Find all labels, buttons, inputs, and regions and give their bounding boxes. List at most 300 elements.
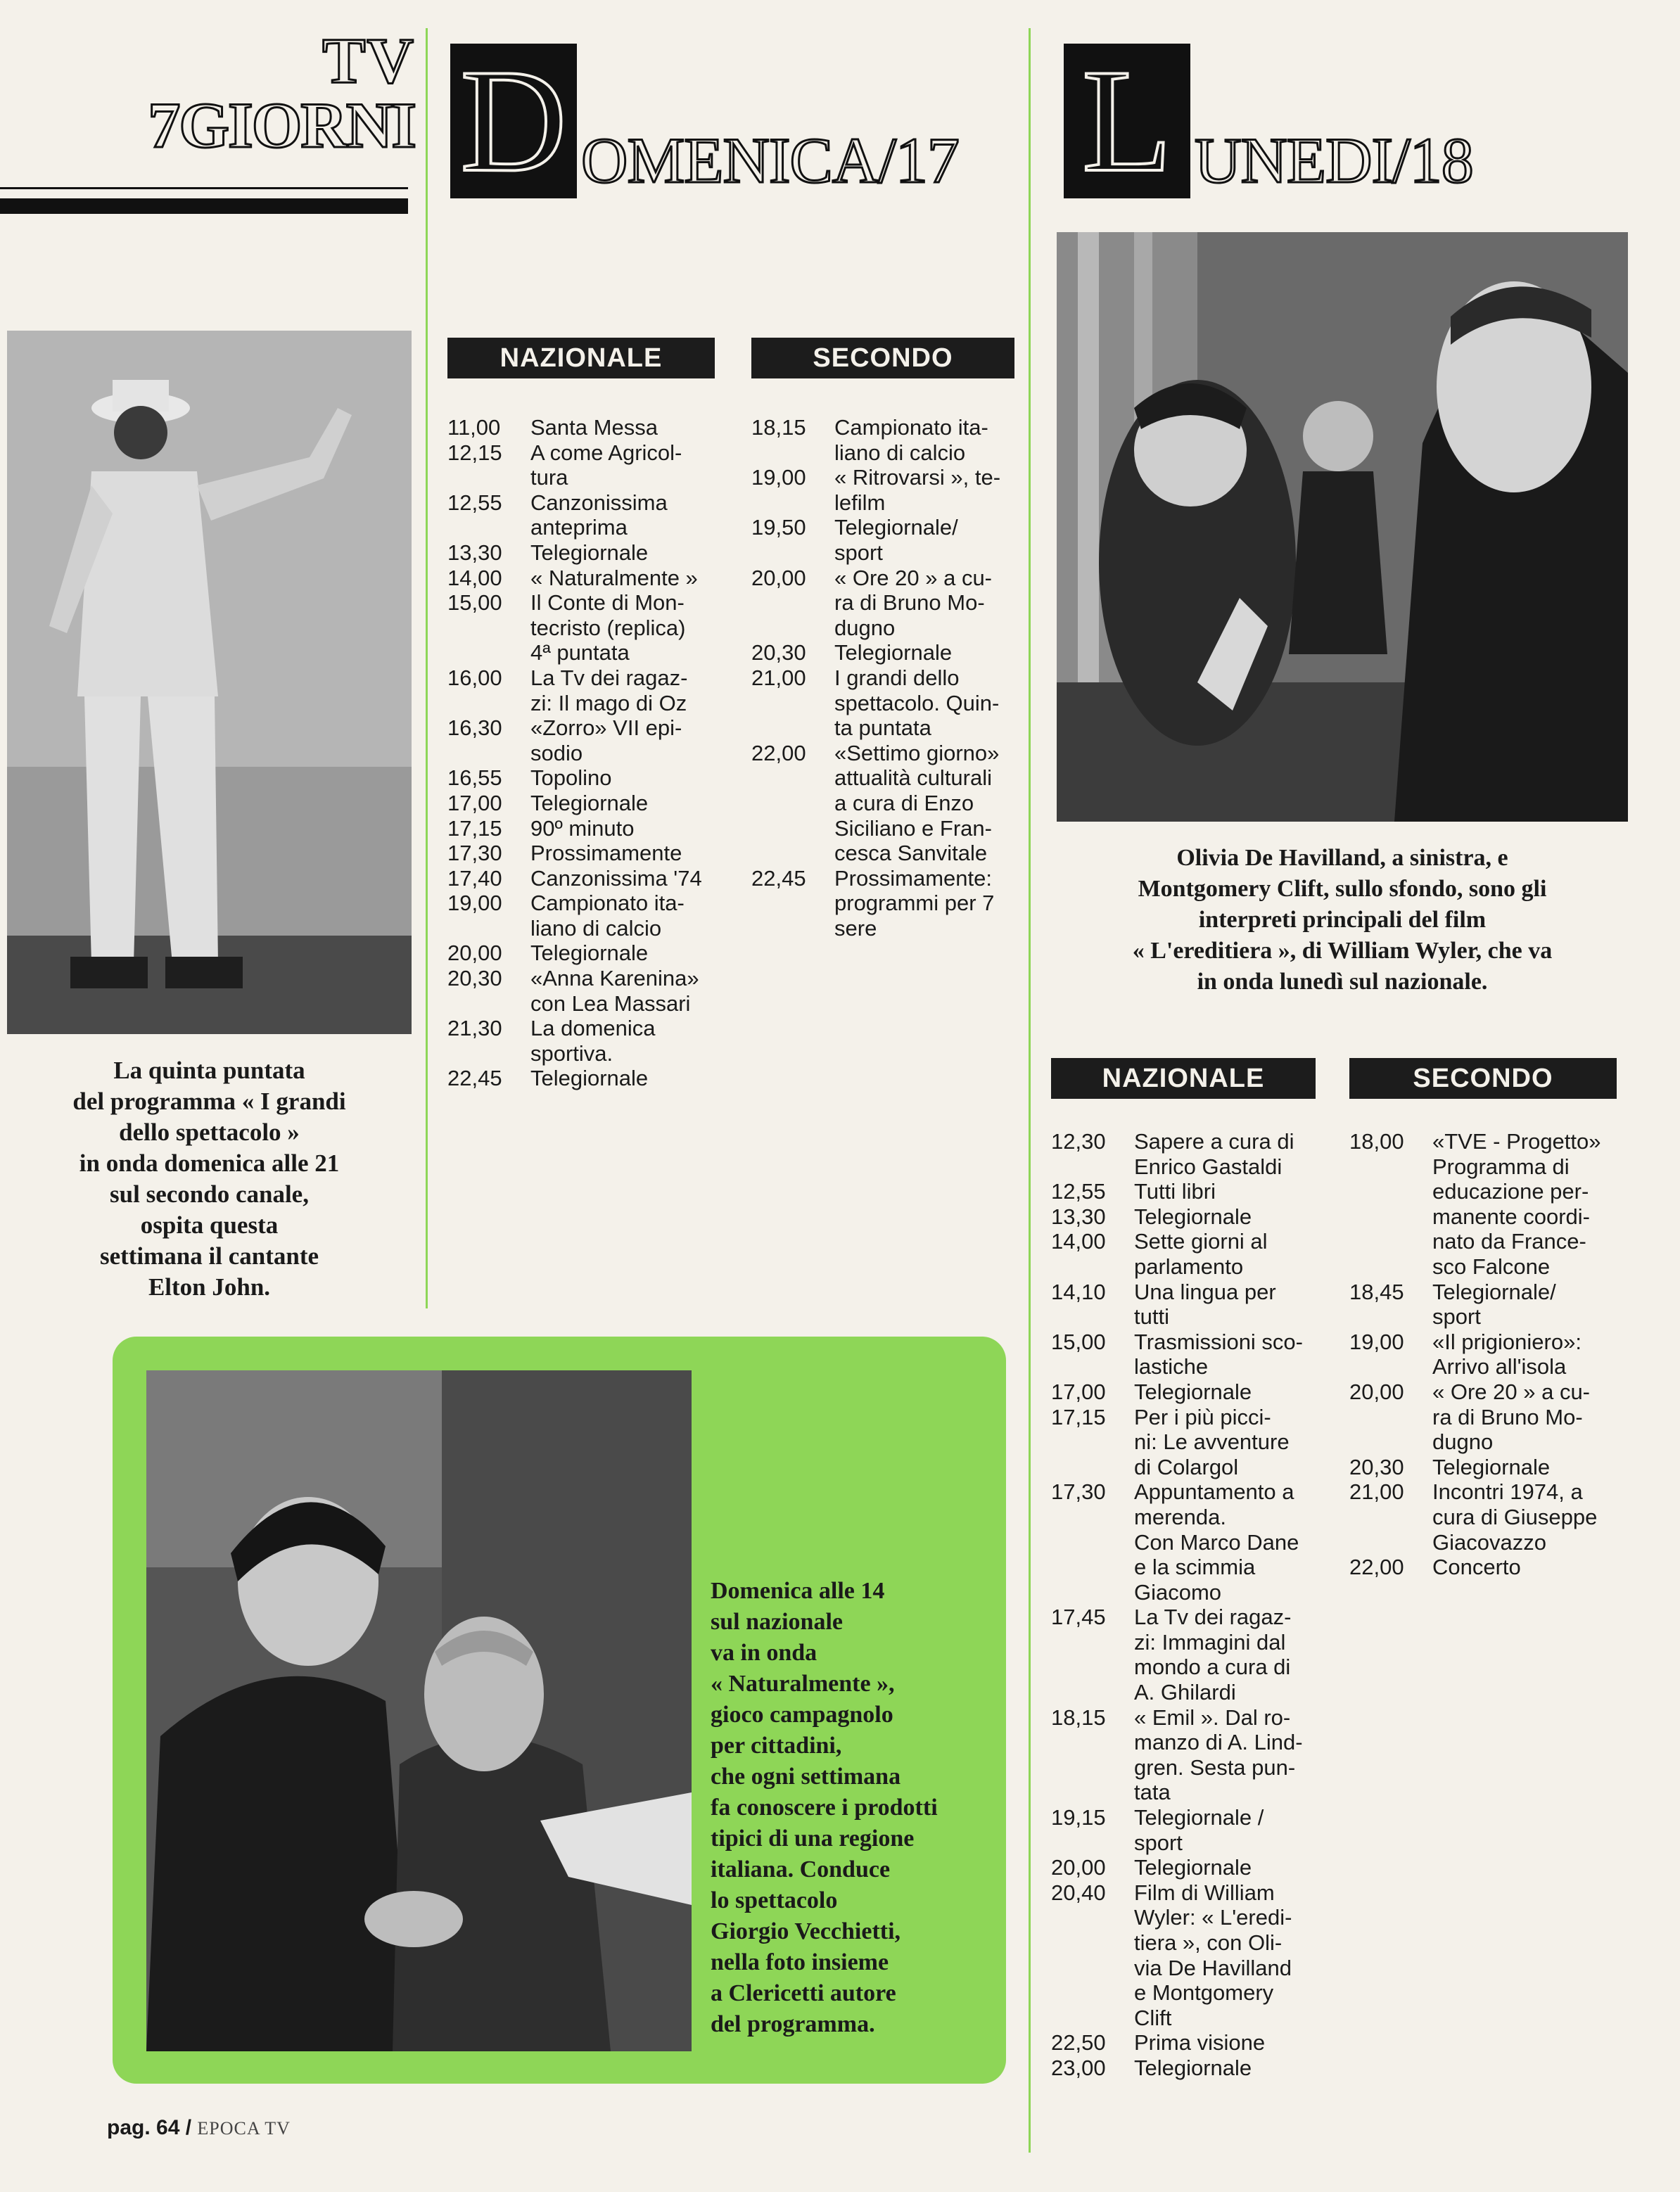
schedule-program xyxy=(530,866,715,891)
program-line: Enrico Gastaldi xyxy=(1134,1154,1283,1179)
program-line: sport xyxy=(1432,1304,1481,1330)
program-line: sportiva. xyxy=(530,1040,613,1066)
schedule-entry xyxy=(1349,1555,1617,1580)
schedule-entry xyxy=(447,941,715,966)
program-line: zi: Il mago di Oz xyxy=(530,690,687,715)
program-line: Giacomo xyxy=(1134,1579,1222,1605)
schedule-time: 20,00 xyxy=(1349,1379,1404,1404)
schedule-time: 22,00 xyxy=(751,740,806,765)
program-line: Trasmissioni sco- xyxy=(1134,1329,1303,1354)
program-line: Con Marco Dane xyxy=(1134,1529,1299,1555)
schedule-entry xyxy=(447,566,715,591)
schedule-time: 19,00 xyxy=(447,891,502,916)
program-line: sere xyxy=(834,915,877,941)
schedule-entry xyxy=(1349,1479,1617,1555)
program-line: ta puntata xyxy=(834,715,931,741)
schedule-entry xyxy=(447,415,715,440)
program-line: lastiche xyxy=(1134,1354,1209,1379)
schedule-program xyxy=(1432,1379,1617,1455)
program-line: Arrivo all'isola xyxy=(1432,1354,1567,1379)
schedule-time: 12,15 xyxy=(447,440,502,465)
schedule-program xyxy=(530,891,715,941)
program-line: dugno xyxy=(1432,1429,1494,1455)
program-line: zi: Immagini dal xyxy=(1134,1629,1286,1655)
schedule-time: 19,15 xyxy=(1051,1805,1106,1830)
program-line: La Tv dei ragaz- xyxy=(530,665,688,690)
schedule-entry xyxy=(1051,1705,1316,1805)
program-line: Prossimamente: xyxy=(834,865,992,891)
monday-secondo-header: SECONDO xyxy=(1349,1058,1617,1099)
schedule-entry xyxy=(1051,1405,1316,1480)
caption-line: Elton John. xyxy=(148,1273,271,1301)
schedule-entry xyxy=(751,741,1014,866)
schedule-program xyxy=(1134,1204,1316,1230)
schedule-program xyxy=(834,465,1014,515)
program-line: nato da France- xyxy=(1432,1229,1586,1254)
caption-line: sul nazionale xyxy=(711,1609,843,1635)
schedule-time: 22,45 xyxy=(447,1066,502,1091)
schedule-time: 17,30 xyxy=(1051,1479,1106,1505)
program-line: « Emil ». Dal ro- xyxy=(1134,1704,1291,1730)
caption-line: Olivia De Havilland, a sinistra, e xyxy=(1176,845,1508,871)
program-line: Telegiornale xyxy=(1134,2055,1252,2080)
schedule-program xyxy=(1432,1129,1617,1280)
schedule-entry xyxy=(447,866,715,891)
day-title-sunday: OMENICA/17 xyxy=(581,125,959,196)
program-line: Telegiornale xyxy=(530,1066,649,1091)
schedule-entry xyxy=(1051,1280,1316,1330)
schedule-entry xyxy=(751,465,1014,515)
schedule-entry xyxy=(1051,1204,1316,1230)
program-line: Campionato ita- xyxy=(530,891,685,916)
schedule-time: 16,30 xyxy=(447,715,502,741)
caption-line: sul secondo canale, xyxy=(110,1180,309,1208)
day-title-monday: UNEDI/18 xyxy=(1195,125,1473,196)
program-line: Clift xyxy=(1134,2005,1172,2030)
schedule-time: 20,30 xyxy=(447,966,502,991)
schedule-time: 22,00 xyxy=(1349,1555,1404,1580)
monday-nazionale-header: NAZIONALE xyxy=(1051,1058,1316,1099)
caption-line: ospita questa xyxy=(140,1211,279,1239)
program-line: ra di Bruno Mo- xyxy=(1432,1404,1583,1429)
schedule-time: 15,00 xyxy=(447,590,502,616)
schedule-time: 20,00 xyxy=(447,941,502,966)
monday-nazionale-schedule xyxy=(1051,1129,1316,2081)
schedule-entry xyxy=(1051,1179,1316,1204)
schedule-program xyxy=(1432,1280,1617,1330)
caption-line: del programma « I grandi xyxy=(72,1088,346,1115)
program-line: «Zorro» VII epi- xyxy=(530,715,682,741)
schedule-program xyxy=(530,715,715,765)
program-line: tutti xyxy=(1134,1304,1169,1330)
schedule-time: 12,55 xyxy=(447,490,502,515)
schedule-time: 17,15 xyxy=(447,815,502,841)
schedule-program xyxy=(1134,1805,1316,1855)
schedule-time: 15,00 xyxy=(1051,1329,1106,1354)
schedule-program xyxy=(1134,1855,1316,1880)
magazine-brand: EPOCA TV xyxy=(197,2118,291,2139)
schedule-entry xyxy=(1349,1379,1617,1455)
monday-secondo-schedule xyxy=(1349,1129,1617,1580)
photo-vecchietti-clericetti xyxy=(146,1370,692,2051)
schedule-time: 14,00 xyxy=(447,565,502,590)
logo-line-2: 7GIORNI xyxy=(148,89,415,161)
schedule-program xyxy=(530,440,715,490)
program-line: Telegiornale xyxy=(1134,1204,1252,1229)
schedule-time: 17,15 xyxy=(1051,1404,1106,1429)
program-line: «Anna Karenina» xyxy=(530,966,699,991)
schedule-time: 20,40 xyxy=(1051,1880,1106,1905)
schedule-time: 21,30 xyxy=(447,1016,502,1041)
caption-line: italiana. Conduce xyxy=(711,1856,891,1882)
page-footer xyxy=(107,2116,291,2140)
program-line: Sapere a cura di xyxy=(1134,1129,1294,1154)
schedule-entry xyxy=(447,1066,715,1091)
schedule-entry xyxy=(1051,1330,1316,1379)
program-line: sodio xyxy=(530,740,583,765)
program-line: di Colargol xyxy=(1134,1454,1239,1479)
schedule-program xyxy=(530,791,715,816)
program-line: cesca Sanvitale xyxy=(834,841,988,866)
schedule-time: 19,00 xyxy=(751,465,806,490)
program-line: Telegiornale / xyxy=(1134,1805,1264,1830)
caption-elton-john xyxy=(7,1055,412,1303)
program-line: lefilm xyxy=(834,490,886,515)
program-line: e la scimmia xyxy=(1134,1555,1256,1580)
header-rule-thin xyxy=(0,187,408,189)
schedule-program xyxy=(1134,1705,1316,1805)
caption-film xyxy=(1041,843,1643,998)
schedule-time: 22,45 xyxy=(751,865,806,891)
program-line: Prima visione xyxy=(1134,2030,1266,2056)
program-line: anteprima xyxy=(530,515,628,540)
schedule-time: 14,10 xyxy=(1051,1279,1106,1304)
schedule-program xyxy=(834,741,1014,866)
program-line: Campionato ita- xyxy=(834,415,988,440)
program-line: cura di Giuseppe xyxy=(1432,1504,1598,1529)
program-line: Telegiornale xyxy=(1134,1855,1252,1880)
caption-line: tipici di una regione xyxy=(711,1825,915,1852)
program-line: Giacovazzo xyxy=(1432,1529,1546,1555)
program-line: programmi per 7 xyxy=(834,891,995,916)
schedule-entry xyxy=(447,891,715,941)
schedule-time: 16,55 xyxy=(447,765,502,791)
column-divider-2 xyxy=(1029,28,1031,2153)
schedule-entry xyxy=(1349,1455,1617,1480)
program-line: « Ore 20 » a cu- xyxy=(834,565,993,590)
schedule-time: 20,30 xyxy=(1349,1454,1404,1479)
program-line: Una lingua per xyxy=(1134,1279,1276,1304)
caption-naturalmente xyxy=(711,1576,992,2040)
caption-line: « L'ereditiera », di William Wyler, che va xyxy=(1132,938,1553,964)
program-line: Prossimamente xyxy=(530,841,682,866)
schedule-program xyxy=(1134,2056,1316,2081)
schedule-program xyxy=(1134,1880,1316,2031)
program-line: tiera », con Oli- xyxy=(1134,1930,1283,1955)
column-divider-1 xyxy=(426,28,428,1308)
schedule-program xyxy=(1134,1405,1316,1480)
schedule-program xyxy=(1134,1605,1316,1704)
schedule-entry xyxy=(751,415,1014,465)
sunday-secondo-header: SECONDO xyxy=(751,338,1014,378)
caption-line: La quinta puntata xyxy=(113,1057,305,1084)
program-line: educazione per- xyxy=(1432,1179,1589,1204)
schedule-program xyxy=(530,415,715,440)
schedule-entry xyxy=(1349,1330,1617,1379)
schedule-entry xyxy=(751,566,1014,641)
schedule-entry xyxy=(1051,2056,1316,2081)
program-line: manzo di A. Lind- xyxy=(1134,1730,1303,1755)
schedule-program xyxy=(1134,1379,1316,1405)
schedule-time: 16,00 xyxy=(447,665,502,690)
header-rule-thick xyxy=(0,198,408,214)
program-line: « Ritrovarsi », te- xyxy=(834,465,1001,490)
schedule-time: 17,00 xyxy=(447,790,502,815)
schedule-program xyxy=(1134,1179,1316,1204)
program-line: parlamento xyxy=(1134,1254,1244,1279)
schedule-time: 18,15 xyxy=(751,415,806,440)
sunday-nazionale-header: NAZIONALE xyxy=(447,338,715,378)
schedule-entry xyxy=(447,590,715,665)
caption-line: nella foto insieme xyxy=(711,1949,889,1975)
program-line: Telegiornale xyxy=(530,540,649,565)
program-line: « Naturalmente » xyxy=(530,565,698,590)
program-line: «Il prigioniero»: xyxy=(1432,1329,1582,1354)
schedule-entry xyxy=(447,791,715,816)
caption-line: per cittadini, xyxy=(711,1733,842,1759)
caption-line: in onda domenica alle 21 xyxy=(79,1149,340,1177)
schedule-time: 13,30 xyxy=(1051,1204,1106,1229)
page-number: pag. 64 xyxy=(107,2116,180,2139)
schedule-program xyxy=(530,765,715,791)
schedule-entry xyxy=(751,866,1014,941)
schedule-program xyxy=(530,966,715,1016)
program-line: a cura di Enzo xyxy=(834,790,974,815)
schedule-entry xyxy=(1051,1379,1316,1405)
day-heading-sunday xyxy=(450,39,959,203)
schedule-program xyxy=(834,866,1014,941)
program-line: A. Ghilardi xyxy=(1134,1680,1236,1705)
schedule-time: 17,40 xyxy=(447,865,502,891)
program-line: sport xyxy=(1134,1830,1183,1855)
program-line: merenda. xyxy=(1134,1504,1226,1529)
caption-line: lo spettacolo xyxy=(711,1887,838,1913)
schedule-program xyxy=(530,540,715,566)
program-line: Il Conte di Mon- xyxy=(530,590,685,616)
schedule-time: 18,15 xyxy=(1051,1704,1106,1730)
schedule-entry xyxy=(751,515,1014,565)
caption-line: Giorgio Vecchietti, xyxy=(711,1918,901,1944)
schedule-time: 14,00 xyxy=(1051,1229,1106,1254)
program-line: Telegiornale xyxy=(834,640,953,665)
caption-line: in onda lunedì sul nazionale. xyxy=(1197,969,1488,995)
schedule-entry xyxy=(1349,1280,1617,1330)
program-line: gren. Sesta pun- xyxy=(1134,1754,1296,1780)
schedule-time: 20,30 xyxy=(751,640,806,665)
program-line: sco Falcone xyxy=(1432,1254,1551,1279)
schedule-time: 21,00 xyxy=(1349,1479,1404,1505)
caption-line: « Naturalmente », xyxy=(711,1671,895,1697)
program-line: Telegiornale xyxy=(530,941,649,966)
schedule-entry xyxy=(447,765,715,791)
schedule-time: 23,00 xyxy=(1051,2055,1106,2080)
day-heading-monday xyxy=(1064,39,1473,203)
schedule-program xyxy=(834,640,1014,665)
schedule-entry xyxy=(447,966,715,1016)
program-line: Sette giorni al xyxy=(1134,1229,1268,1254)
program-line: tecristo (replica) xyxy=(530,615,686,640)
program-line: Wyler: « L'eredi- xyxy=(1134,1905,1292,1930)
schedule-entry xyxy=(447,715,715,765)
program-line: con Lea Massari xyxy=(530,990,691,1016)
schedule-program xyxy=(1134,2030,1316,2056)
photo-lereditiera xyxy=(1057,232,1628,822)
program-line: Telegiornale xyxy=(1432,1454,1551,1479)
schedule-program xyxy=(1134,1330,1316,1379)
program-line: «TVE - Progetto» xyxy=(1432,1129,1601,1154)
program-line: Tutti libri xyxy=(1134,1179,1216,1204)
program-line: liano di calcio xyxy=(834,440,966,465)
schedule-entry xyxy=(1051,1805,1316,1855)
program-line: Telegiornale xyxy=(1134,1379,1252,1404)
program-line: Per i più picci- xyxy=(1134,1404,1271,1429)
program-line: A come Agricol- xyxy=(530,440,682,465)
schedule-program xyxy=(1432,1330,1617,1379)
day-initial-sunday: D xyxy=(450,44,577,198)
program-line: Film di William xyxy=(1134,1880,1275,1905)
schedule-program xyxy=(1134,1229,1316,1279)
program-line: Concerto xyxy=(1432,1555,1521,1580)
program-line: sport xyxy=(834,540,883,565)
program-line: Topolino xyxy=(530,765,612,791)
schedule-program xyxy=(1432,1455,1617,1480)
schedule-entry xyxy=(751,640,1014,665)
schedule-time: 12,55 xyxy=(1051,1179,1106,1204)
schedule-entry xyxy=(1051,1855,1316,1880)
schedule-program xyxy=(530,490,715,540)
schedule-program xyxy=(1432,1555,1617,1580)
program-line: I grandi dello xyxy=(834,665,960,690)
schedule-program xyxy=(1134,1129,1316,1179)
caption-line: a Clericetti autore xyxy=(711,1980,896,2006)
schedule-program xyxy=(530,816,715,841)
schedule-program xyxy=(834,415,1014,465)
schedule-program xyxy=(834,515,1014,565)
schedule-entry xyxy=(447,490,715,540)
schedule-program xyxy=(834,665,1014,741)
program-line: 90º minuto xyxy=(530,815,635,841)
schedule-entry xyxy=(1051,1129,1316,1179)
logo-line-1: TV xyxy=(322,25,415,96)
caption-line: gioco campagnolo xyxy=(711,1702,893,1728)
schedule-program xyxy=(834,566,1014,641)
program-line: Siciliano e Fran- xyxy=(834,815,992,841)
schedule-time: 21,00 xyxy=(751,665,806,690)
schedule-time: 19,50 xyxy=(751,515,806,540)
day-initial-monday: L xyxy=(1064,44,1190,198)
schedule-program xyxy=(530,566,715,591)
schedule-program xyxy=(530,941,715,966)
caption-line: del programma. xyxy=(711,2011,875,2037)
program-line: tata xyxy=(1134,1780,1171,1805)
schedule-program xyxy=(530,665,715,715)
program-line: e Montgomery xyxy=(1134,1980,1274,2006)
caption-line: dello spettacolo » xyxy=(119,1119,300,1146)
schedule-program xyxy=(530,841,715,866)
schedule-entry xyxy=(1051,1229,1316,1279)
schedule-entry xyxy=(1051,1605,1316,1704)
caption-line: che ogni settimana xyxy=(711,1764,901,1790)
program-line: Appuntamento a xyxy=(1134,1479,1294,1505)
program-line: via De Havilland xyxy=(1134,1955,1292,1980)
program-line: dugno xyxy=(834,615,896,640)
program-line: tura xyxy=(530,465,568,490)
schedule-entry xyxy=(447,440,715,490)
schedule-time: 12,30 xyxy=(1051,1129,1106,1154)
program-line: Canzonissima xyxy=(530,490,668,515)
schedule-entry xyxy=(447,1016,715,1066)
schedule-time: 18,00 xyxy=(1349,1129,1404,1154)
schedule-program xyxy=(1432,1479,1617,1555)
schedule-entry xyxy=(447,665,715,715)
schedule-entry xyxy=(1349,1129,1617,1280)
schedule-entry xyxy=(1051,2030,1316,2056)
schedule-entry xyxy=(751,665,1014,741)
caption-line: fa conoscere i prodotti xyxy=(711,1795,938,1821)
schedule-program xyxy=(530,590,715,665)
program-line: attualità culturali xyxy=(834,765,993,791)
program-line: spettacolo. Quin- xyxy=(834,690,1000,715)
schedule-program xyxy=(530,1066,715,1091)
program-line: ra di Bruno Mo- xyxy=(834,590,985,616)
caption-line: settimana il cantante xyxy=(99,1242,319,1270)
program-line: Telegiornale/ xyxy=(834,515,958,540)
schedule-entry xyxy=(447,841,715,866)
program-line: La domenica xyxy=(530,1016,656,1041)
schedule-time: 20,00 xyxy=(751,565,806,590)
program-line: 4ª puntata xyxy=(530,640,630,665)
program-line: manente coordi- xyxy=(1432,1204,1591,1229)
schedule-time: 17,30 xyxy=(447,841,502,866)
schedule-entry xyxy=(1051,1479,1316,1605)
schedule-time: 11,00 xyxy=(447,415,501,440)
caption-line: va in onda xyxy=(711,1640,817,1666)
program-line: Santa Messa xyxy=(530,415,658,440)
schedule-time: 17,45 xyxy=(1051,1605,1106,1630)
program-line: Canzonissima '74 xyxy=(530,865,702,891)
program-line: liano di calcio xyxy=(530,915,662,941)
schedule-time: 20,00 xyxy=(1051,1855,1106,1880)
sunday-secondo-schedule xyxy=(751,415,1014,941)
schedule-time: 13,30 xyxy=(447,540,502,565)
caption-line: Montgomery Clift, sullo sfondo, sono gli xyxy=(1138,876,1547,902)
program-line: Telegiornale xyxy=(530,790,649,815)
program-line: «Settimo giorno» xyxy=(834,740,1000,765)
schedule-time: 18,45 xyxy=(1349,1279,1404,1304)
caption-line: interpreti principali del film xyxy=(1198,907,1487,933)
program-line: ni: Le avventure xyxy=(1134,1429,1290,1455)
schedule-time: 22,50 xyxy=(1051,2030,1106,2056)
schedule-program xyxy=(1134,1280,1316,1330)
schedule-entry xyxy=(447,540,715,566)
photo-elton-john xyxy=(7,331,412,1034)
schedule-program xyxy=(530,1016,715,1066)
caption-line: Domenica alle 14 xyxy=(711,1578,885,1604)
schedule-time: 17,00 xyxy=(1051,1379,1106,1404)
footer-separator: / xyxy=(185,2116,192,2139)
program-line: La Tv dei ragaz- xyxy=(1134,1605,1292,1630)
program-line: « Ore 20 » a cu- xyxy=(1432,1379,1591,1404)
